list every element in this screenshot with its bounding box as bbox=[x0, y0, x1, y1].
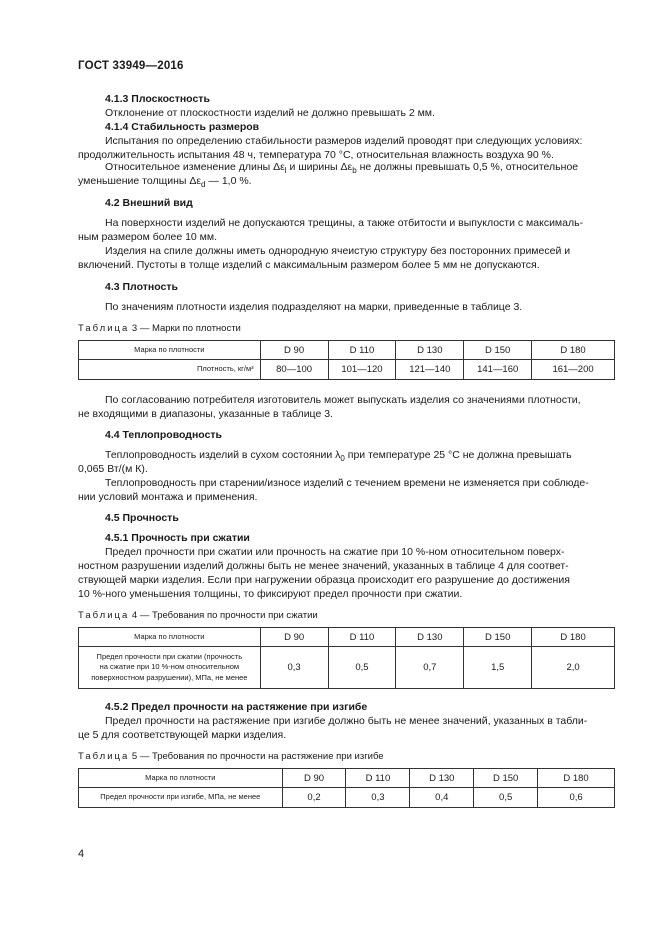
table-4-row-label-strength: Предел прочности при сжатии (прочность на сжатие при 10 %-ном относительном поверхностном разрушении), МПа, не менее bbox=[79, 647, 261, 689]
table-4-value: 0,7 bbox=[396, 647, 464, 689]
table-4-row-label-grade: Марка по плотности bbox=[79, 628, 261, 647]
table-4-caption: Таблица 4 — Требования по прочности при сжатии bbox=[78, 610, 318, 621]
table-5-value: 0,5 bbox=[474, 788, 538, 808]
section-4-4-title: 4.4 Теплопроводность bbox=[105, 429, 223, 441]
section-4-3-text: По значениям плотности изделия подразделяют на марки, приведенные в таблице 3. bbox=[105, 301, 523, 313]
section-4-4-para2-line1: Теплопроводность при старении/износе изделий с течением времени не изменяется при соблюде- bbox=[105, 477, 589, 489]
table-5-caption: Таблица 5 — Требования по прочности на растяжение при изгибе bbox=[78, 751, 384, 762]
table-5-value: 0,3 bbox=[346, 788, 410, 808]
table-3-row-label-grade: Марка по плотности bbox=[79, 341, 261, 360]
table-5-grade: D 130 bbox=[410, 769, 474, 788]
table-3-grade: D 130 bbox=[396, 341, 464, 360]
table-5-value: 0,6 bbox=[538, 788, 615, 808]
section-4-5-2-line1: Предел прочности на растяжение при изгибе должно быть не менее значений, указанных в табли- bbox=[105, 715, 588, 727]
section-4-2-title: 4.2 Внешний вид bbox=[105, 197, 193, 209]
section-4-5-2-line2: це 5 для соответствующей марки изделия. bbox=[78, 729, 287, 741]
section-4-3-title: 4.3 Плотность bbox=[105, 281, 178, 293]
table-3-value: 121—140 bbox=[396, 360, 464, 380]
section-4-5-1-title: 4.5.1 Прочность при сжатии bbox=[105, 532, 250, 544]
table-3-grade: D 180 bbox=[532, 341, 615, 360]
section-4-4-para2-line2: нии условий монтажа и применения. bbox=[78, 491, 258, 503]
section-4-1-4-para1-line2: продолжительность испытания 48 ч, температура 70 °С, относительная влажность воздуха 90 %. bbox=[78, 149, 554, 161]
table-5-grade: D 180 bbox=[538, 769, 615, 788]
section-4-2-para1-line1: На поверхности изделий не допускаются трещины, а также отбитости и выпуклости с максималь- bbox=[105, 217, 584, 229]
table-3-value: 80—100 bbox=[260, 360, 328, 380]
section-4-1-4-para1-line1: Испытания по определению стабильности размеров изделий проводят при следующих условиях: bbox=[105, 135, 583, 147]
section-4-1-3-title: 4.1.3 Плоскостность bbox=[105, 93, 210, 105]
table-5-value: 0,2 bbox=[282, 788, 346, 808]
section-4-5-1-line3: ствующей марки изделия. Если при нагружении образца происходит его разрушение до достижения bbox=[78, 574, 570, 586]
table-3-grade: D 90 bbox=[260, 341, 328, 360]
table-4-grade: D 90 bbox=[260, 628, 328, 647]
section-4-3-para2-line1: По согласованию потребителя изготовитель может выпускать изделия со значениями плотности, bbox=[105, 394, 581, 406]
section-4-5-2-title: 4.5.2 Предел прочности на растяжение при изгибе bbox=[105, 701, 368, 713]
table-5-grade: D 150 bbox=[474, 769, 538, 788]
section-4-2-para2-line1: Изделия на спиле должны иметь однородную ячеистую структуру без посторонних примесей и bbox=[105, 245, 571, 257]
section-4-1-4-para2-line1: Относительное изменение длины $\Delta\varepsilon_l$ и ширины $\Delta\varepsilon_b$ не должны превышать 0,5 %, относительное bbox=[105, 161, 579, 176]
table-3-value: 161—200 bbox=[532, 360, 615, 380]
section-4-5-1-line2: ностном разрушении изделий должны быть не менее значений, указанных в таблице 4 для соответ- bbox=[78, 560, 569, 572]
section-4-4-para1-line2: 0,065 Вт/(м К). bbox=[78, 463, 148, 475]
table-3-grade: D 150 bbox=[464, 341, 532, 360]
table-4-value: 0,5 bbox=[328, 647, 396, 689]
section-4-5-1-line1: Предел прочности при сжатии или прочность на сжатие при 10 %-ном относительном поверх- bbox=[105, 546, 565, 558]
table-5-grade: D 110 bbox=[346, 769, 410, 788]
table-3-row-label-density: Плотность, кг/м³ bbox=[79, 360, 261, 380]
page-number: 4 bbox=[78, 848, 85, 860]
table-5-row-label-grade: Марка по плотности bbox=[79, 769, 283, 788]
table-3-density-grades bbox=[78, 340, 615, 380]
table-4-grade: D 130 bbox=[396, 628, 464, 647]
table-4-value: 0,3 bbox=[260, 647, 328, 689]
document-code: ГОСТ 33949—2016 bbox=[78, 60, 184, 72]
table-4-value: 2,0 bbox=[532, 647, 615, 689]
table-4-value: 1,5 bbox=[464, 647, 532, 689]
table-3-grade: D 110 bbox=[328, 341, 396, 360]
table-4-grade: D 150 bbox=[464, 628, 532, 647]
table-3-value: 141—160 bbox=[464, 360, 532, 380]
table-5-row-label-strength: Предел прочности при изгибе, МПа, не менее bbox=[79, 788, 283, 808]
table-5-value: 0,4 bbox=[410, 788, 474, 808]
table-5-flexural-strength bbox=[78, 768, 615, 808]
table-3-caption: Таблица 3 — Марки по плотности bbox=[78, 323, 241, 334]
table-4-compressive-strength bbox=[78, 627, 615, 689]
section-4-2-para1-line2: ным размером более 10 мм. bbox=[78, 231, 218, 243]
section-4-1-4-para2-line2: уменьшение толщины $\Delta\varepsilon_d$ — 1,0 %. bbox=[78, 175, 252, 190]
table-4-grade: D 110 bbox=[328, 628, 396, 647]
section-4-3-para2-line2: не входящими в диапазоны, указанные в таблице 3. bbox=[78, 408, 333, 420]
section-4-1-3-text: Отклонение от плоскостности изделий не должно превышать 2 мм. bbox=[105, 107, 435, 119]
table-4-grade: D 180 bbox=[532, 628, 615, 647]
section-4-4-para1-line1: Теплопроводность изделий в сухом состоянии $\lambda_0$ при температуре 25 °С не должна превышать bbox=[105, 449, 572, 464]
table-3-value: 101—120 bbox=[328, 360, 396, 380]
section-4-1-4-title: 4.1.4 Стабильность размеров bbox=[105, 121, 260, 133]
section-4-5-1-line4: 10 %-ного уменьшения толщины, то фиксируют предел прочности при сжатии. bbox=[78, 588, 463, 600]
section-4-2-para2-line2: включений. Пустоты в толще изделий с максимальным размером более 5 мм не допускаются. bbox=[78, 259, 540, 271]
table-5-grade: D 90 bbox=[282, 769, 346, 788]
section-4-5-title: 4.5 Прочность bbox=[105, 512, 179, 524]
